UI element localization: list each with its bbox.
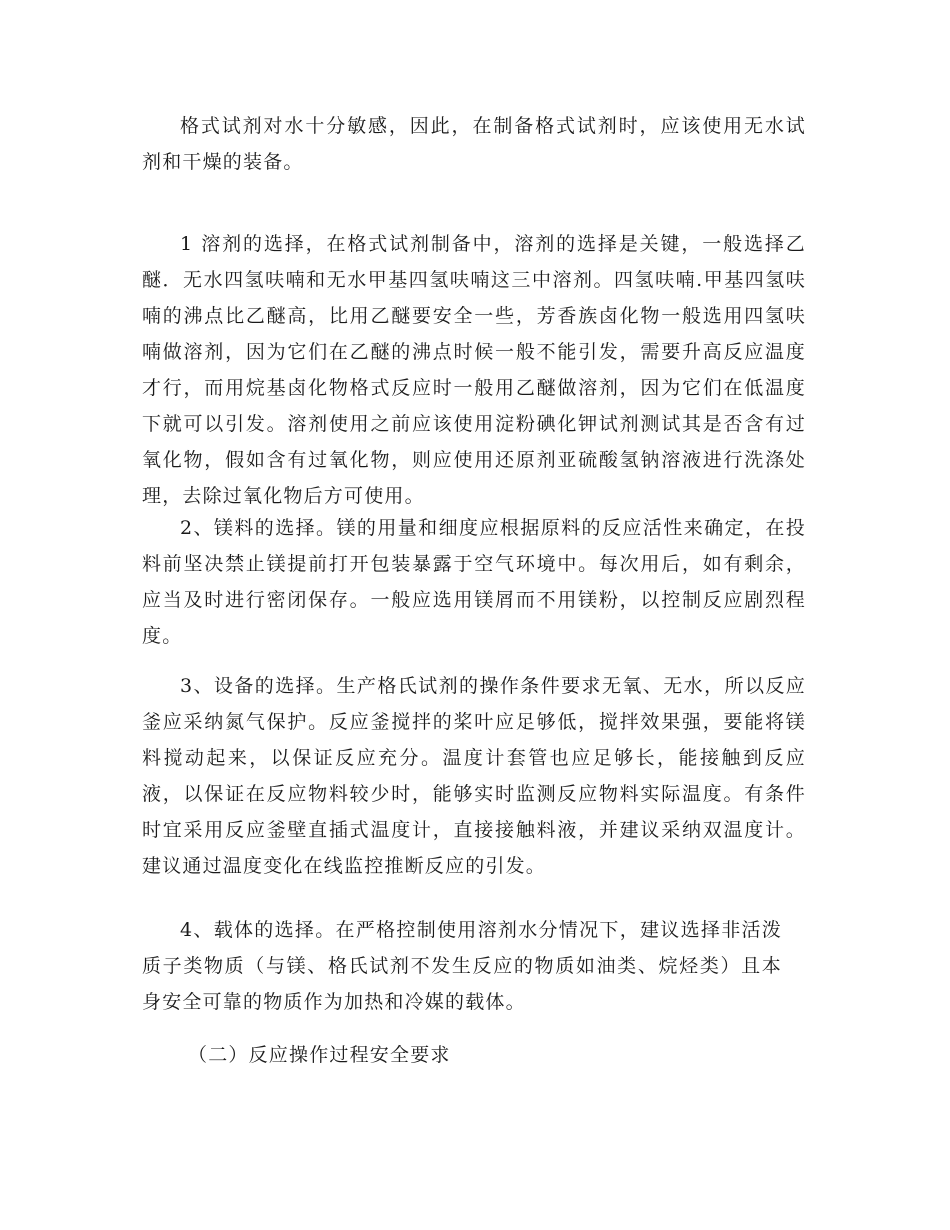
paragraph-intro: 格式试剂对水十分敏感，因此，在制备格式试剂时，应该使用无水试剂和干燥的装备。 bbox=[142, 115, 806, 173]
paragraph-solvent-selection: 1 溶剂的选择，在格式试剂制备中，溶剂的选择是关键，一般选择乙醚．无水四氢呋喃和无水甲基四氢呋喃这三中溶剂。四氢呋喃.甲基四氢呋喃的沸点比乙醚高，比用乙醚要安全一些，芳香族卤化物一般选用四氢呋喃做溶剂，因为它们在乙醚的沸点时候一般不能引发，需要升高反应温度才行，而用烷基卤化物格式反应时一般用乙醚做溶剂，因为它们在低温度下就可以引发。溶剂使用之前应该使用淀粉碘化钾试剂测试其是否含有过氧化物，假如含有过氧化物，则应使用还原剂亚硫酸氢钠溶液进行洗涤处理，去除过氧化物后方可使用。 bbox=[142, 233, 806, 507]
section-heading: （二）反应操作过程安全要求 bbox=[188, 1044, 451, 1066]
paragraph-carrier-selection: 4、载体的选择。在严格控制使用溶剂水分情况下，建议选择非活泼质子类物质（与镁、格氏试剂不发生反应的物质如油类、烷烃类）且本身安全可靠的物质作为加热和冷媒的载体。 bbox=[142, 919, 782, 1013]
paragraph-equipment-selection: 3、设备的选择。生产格氏试剂的操作条件要求无氧、无水，所以反应釜应采纳氮气保护。反应釜搅拌的桨叶应足够低，搅拌效果强，要能将镁料搅动起来，以保证反应充分。温度计套管也应足够长，能接触到反应液，以保证在反应物料较少时，能够实时监测反应物料实际温度。有条件时宜采用反应釜壁直插式温度计，直接接触料液，并建议采纳双温度计。建议通过温度变化在线监控推断反应的引发。 bbox=[142, 675, 806, 877]
paragraph-magnesium-selection: 2、镁料的选择。镁的用量和细度应根据原料的反应活性来确定，在投料前坚决禁止镁提前打开包装暴露于空气环境中。每次用后，如有剩余，应当及时进行密闭保存。一般应选用镁屑而不用镁粉，以控制反应剧烈程度。 bbox=[142, 517, 806, 647]
